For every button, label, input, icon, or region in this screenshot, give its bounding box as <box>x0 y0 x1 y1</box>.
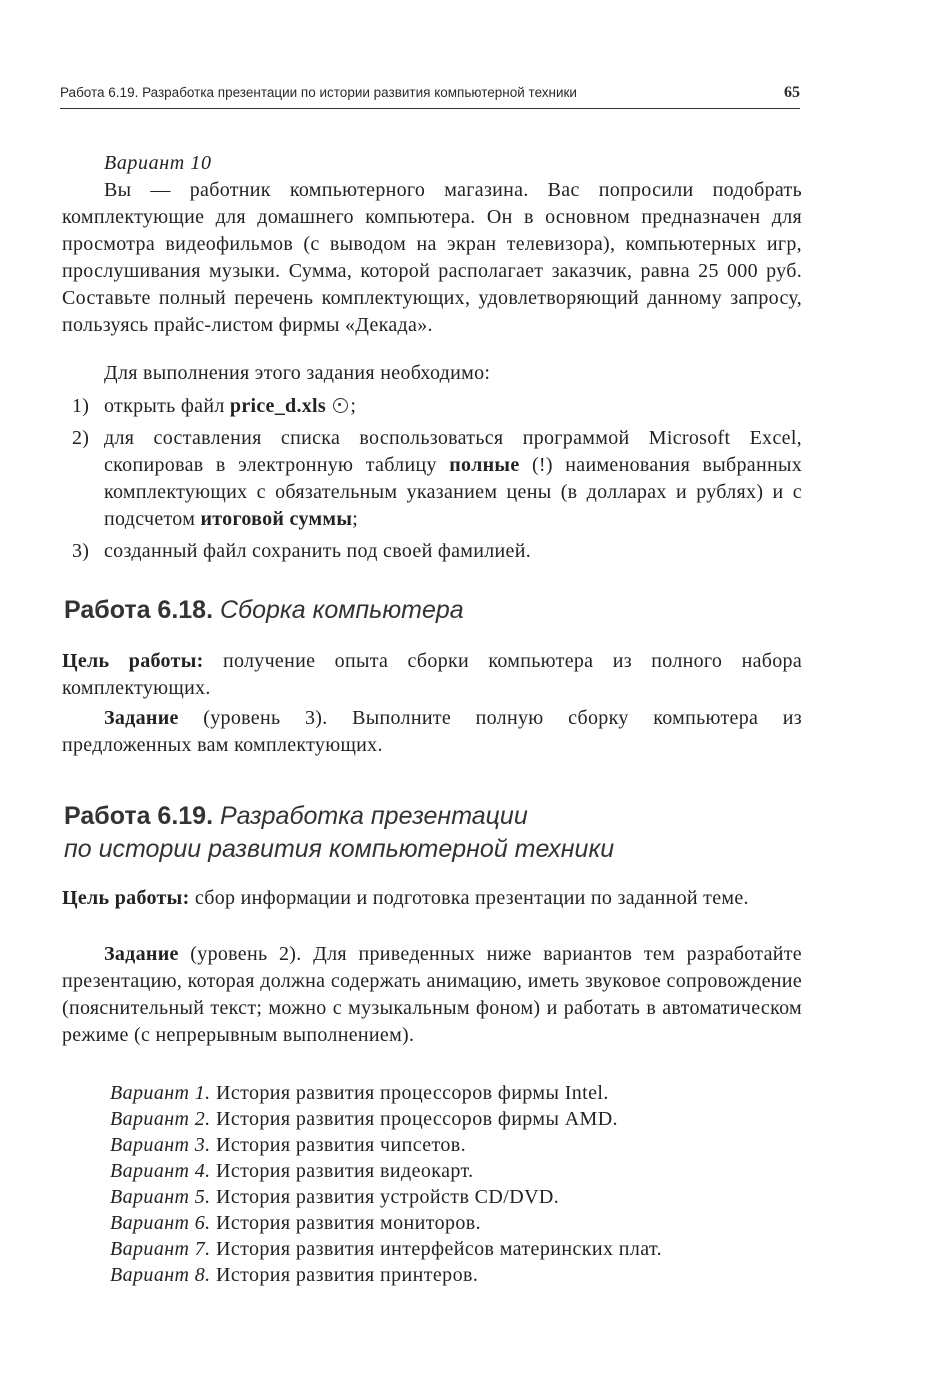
variant-item: Вариант 3. История развития чипсетов. <box>110 1134 467 1156</box>
step-number: 1) <box>72 395 90 417</box>
section-name: Сборка компьютера <box>220 596 464 624</box>
variant-item: Вариант 4. История развития видеокарт. <box>110 1160 474 1182</box>
step-number: 2) <box>72 427 90 449</box>
running-head <box>60 84 800 109</box>
section-number: Работа 6.18. <box>64 596 214 624</box>
step-item <box>72 538 802 565</box>
section-6-19-goal: Цель работы: сбор информации и подготовка презентации по заданной теме. <box>62 887 749 909</box>
step-text: для составления списка воспользоваться программой Microsoft Excel, скопировав в электронную таблицу полные (!) наименования выбранных комплектующих с обязательным указанием цены (в долларах и рублях) и с подсчетом итоговой суммы; <box>104 427 802 530</box>
section-6-18-task: Задание (уровень 3). Выполните полную сборку компьютера из предложенных вам комплектующих. <box>62 707 802 756</box>
step-text: открыть файл price_d.xls ; <box>104 395 357 417</box>
step-text: созданный файл сохранить под своей фамилией. <box>104 540 532 562</box>
steps-intro: Для выполнения этого задания необходимо: <box>104 362 491 384</box>
variant-item: Вариант 2. История развития процессоров фирмы AMD. <box>110 1108 618 1130</box>
variant-item: Вариант 1. История развития процессоров фирмы Intel. <box>110 1082 609 1104</box>
section-number: Работа 6.19. <box>64 802 214 830</box>
step-number: 3) <box>72 540 90 562</box>
step-item <box>72 393 802 420</box>
cd-disc-icon <box>333 398 348 413</box>
section-6-18-title <box>64 594 464 627</box>
variant-10-heading: Вариант 10 <box>104 152 212 174</box>
variant-item: Вариант 8. История развития принтеров. <box>110 1264 479 1286</box>
file-name: price_d.xls <box>229 395 326 417</box>
page-number: 65 <box>784 84 800 101</box>
variant-10-paragraph: Вы — работник компьютерного магазина. Вас попросили подобрать комплектующие для домашнего компьютера. Он в основном предназначен для просмотра видеофильмов (с выводом на экран телевизора), компьютерных игр, прослушивания музыки. Сумма, которой располагает заказчик, равна 25 000 руб. Составьте полный перечень комплектующих, удовлетворяющий данному запросу, пользуясь прайс-листом фирмы «Декада». <box>62 179 802 336</box>
variant-item: Вариант 5. История развития устройств CD/DVD. <box>110 1186 560 1208</box>
running-head-title: Работа 6.19. Разработка презентации по истории развития компьютерной техники <box>60 85 577 100</box>
step-item <box>72 425 802 533</box>
variant-item: Вариант 6. История развития мониторов. <box>110 1212 482 1234</box>
steps-list <box>72 393 802 565</box>
variants-list <box>110 1080 810 1288</box>
section-6-18-goal: Цель работы: получение опыта сборки компьютера из полного набора комплектующих. <box>62 650 802 699</box>
variant-item: Вариант 7. История развития интерфейсов материнских плат. <box>110 1238 663 1260</box>
section-6-19-title: Работа 6.19. Разработка презентации по истории развития компьютерной техники <box>64 802 615 863</box>
section-6-19-task: Задание (уровень 2). Для приведенных ниже вариантов тем разработайте презентацию, которая должна содержать анимацию, иметь звуковое сопровождение (пояснительный текст; можно с музыкальным фоном) и работать в автоматическом режиме (с непрерывным выполнением). <box>62 943 802 1046</box>
